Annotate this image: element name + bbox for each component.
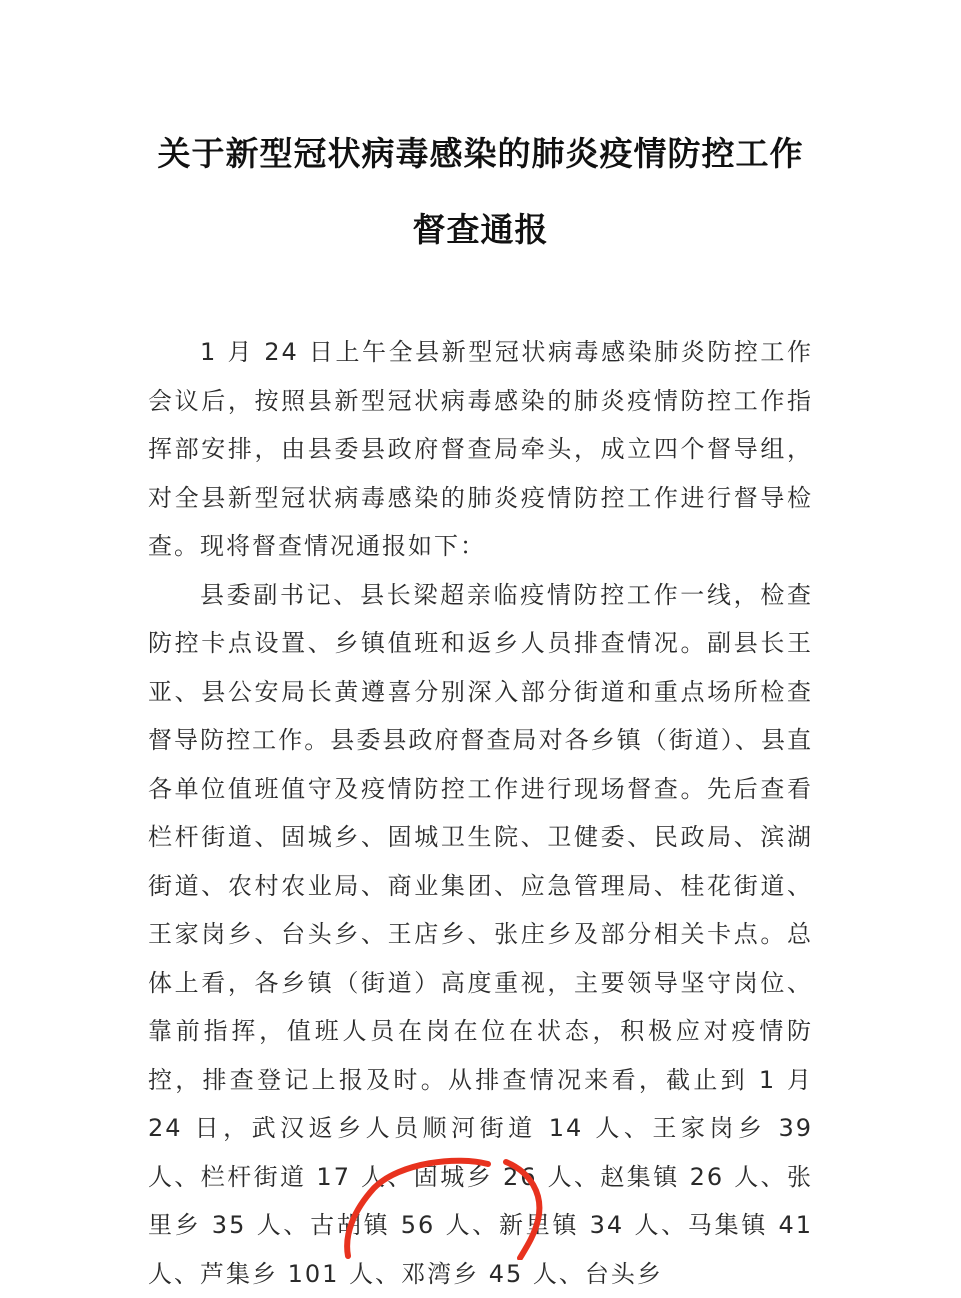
paragraph-intro: 1 月 24 日上午全县新型冠状病毒感染肺炎防控工作会议后，按照县新型冠状病毒感染的肺炎疫情防控工作指挥部安排，由县委县政府督查局牵头，成立四个督导组，对全县新型冠状病毒感染的肺炎疫情防控工作进行督导检查。现将督查情况通报如下： bbox=[148, 328, 813, 571]
paragraph-inspection: 县委副书记、县长梁超亲临疫情防控工作一线，检查防控卡点设置、乡镇值班和返乡人员排查情况。副县长王亚、县公安局长黄遵喜分别深入部分街道和重点场所检查督导防控工作。县委县政府督查局对各乡镇（街道）、县直各单位值班值守及疫情防控工作进行现场督查。先后查看栏杆街道、固城乡、固城卫生院、卫健委、民政局、滨湖街道、农村农业局、商业集团、应急管理局、桂花街道、王家岗乡、台头乡、王店乡、张庄乡及部分相关卡点。总体上看，各乡镇（街道）高度重视，主要领导坚守岗位、靠前指挥，值班人员在岗在位在状态，积极应对疫情防控，排查登记上报及时。从排查情况来看，截止到 1 月 24 日，武汉返乡人员顺河街道 14 人、王家岗乡 39 人、栏杆街道 17 人、固城乡 26 人、赵集镇 26 人、张里乡 35 人、古胡镇 56 人、新里镇 34 人、马集镇 41 人、芦集乡 101 人、邓湾乡 45 人、台头乡 bbox=[148, 571, 813, 1298]
document-body bbox=[148, 328, 813, 1298]
document-title-line2: 督查通报 bbox=[0, 204, 961, 251]
document-title-line1: 关于新型冠状病毒感染的肺炎疫情防控工作 bbox=[0, 128, 961, 175]
